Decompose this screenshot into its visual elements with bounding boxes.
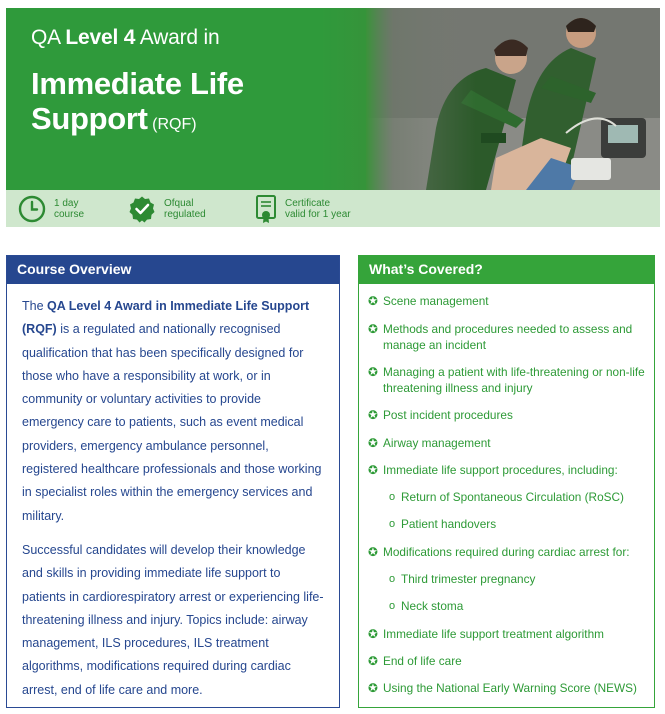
list-item: ✪ End of life care — [368, 654, 462, 668]
paramedics-cpr-photo — [366, 8, 660, 190]
list-subitem: o Third trimester pregnancy — [389, 572, 536, 586]
certificate-icon — [255, 194, 277, 224]
sub-bullet-icon: o — [389, 573, 396, 585]
sub-bullet-icon: o — [389, 518, 396, 530]
overview-paragraph-1: The QA Level 4 Award in Immediate Life Support (RQF) is a regulated and nationally recognised qualification that has been specifically designed for those who have a responsibility at work, or in community or voluntary activities to provide emergency care to patients, such as event medical providers, emergency ambulance personnel, registered healthcare professionals and those working in specialist roles within the emergency services and military. — [22, 299, 322, 523]
list-item: ✪ Post incident procedures — [368, 408, 513, 422]
bullet-icon: ✪ — [368, 294, 378, 308]
list-item: ✪ Immediate life support treatment algorithm — [368, 627, 604, 641]
list-item: ✪ Modifications required during cardiac arrest for: — [368, 545, 630, 559]
duration-badge: 1 day course — [18, 190, 84, 227]
page-title — [31, 66, 244, 142]
course-badges — [6, 190, 660, 227]
whats-covered-heading: What’s Covered? — [359, 256, 654, 284]
bullet-icon: ✪ — [368, 681, 378, 695]
list-item: ✪ Using the National Early Warning Score (NEWS) — [368, 681, 637, 695]
sub-bullet-icon: o — [389, 600, 396, 612]
sub-bullet-icon: o — [389, 491, 396, 503]
list-subitem: o Neck stoma — [389, 599, 464, 613]
overview-paragraph-2: Successful candidates will develop their knowledge and skills in providing immediate life support to patients in cardiorespiratory arrest or experiencing life-threatening illness and injury. Topics include: airway management, ILS procedures, ILS treatment algorithms, modifications required during cardiac arrest, end of life care and more. — [22, 542, 324, 697]
whats-covered-panel — [358, 255, 655, 708]
list-item: ✪ Immediate life support procedures, including: — [368, 463, 618, 477]
bullet-icon: ✪ — [368, 436, 378, 450]
course-overview-panel — [6, 255, 340, 708]
list-item: ✪ Scene management — [368, 294, 489, 308]
bullet-icon: ✪ — [368, 654, 378, 668]
list-item: ✪ Methods and procedures needed to assess and manage an incident — [368, 322, 633, 352]
bullet-icon: ✪ — [368, 463, 378, 477]
list-subitem: o Patient handovers — [389, 517, 497, 531]
bullet-icon: ✪ — [368, 545, 378, 559]
regulated-badge: Ofqual regulated — [128, 190, 206, 227]
certificate-badge: Certificate valid for 1 year — [255, 190, 351, 227]
course-overview-heading: Course Overview — [7, 256, 339, 284]
check-badge-icon — [128, 195, 156, 223]
list-item: ✪ Managing a patient with life-threatening or non-life threatening illness and injury — [368, 365, 645, 395]
bullet-icon: ✪ — [368, 365, 378, 379]
course-overview-body — [7, 284, 325, 702]
title-line-2: Support (RQF) — [31, 101, 197, 136]
bullet-icon: ✪ — [368, 322, 378, 336]
hero-pretitle: QA Level 4 Award in — [31, 26, 220, 49]
hero-banner — [6, 8, 660, 190]
title-suffix: (RQF) — [147, 116, 197, 133]
list-item: ✪ Airway management — [368, 436, 491, 450]
bullet-icon: ✪ — [368, 408, 378, 422]
clock-icon — [18, 195, 46, 223]
list-subitem: o Return of Spontaneous Circulation (RoSC) — [389, 490, 624, 504]
title-line-1: Immediate Life — [31, 66, 244, 101]
bullet-icon: ✪ — [368, 627, 378, 641]
